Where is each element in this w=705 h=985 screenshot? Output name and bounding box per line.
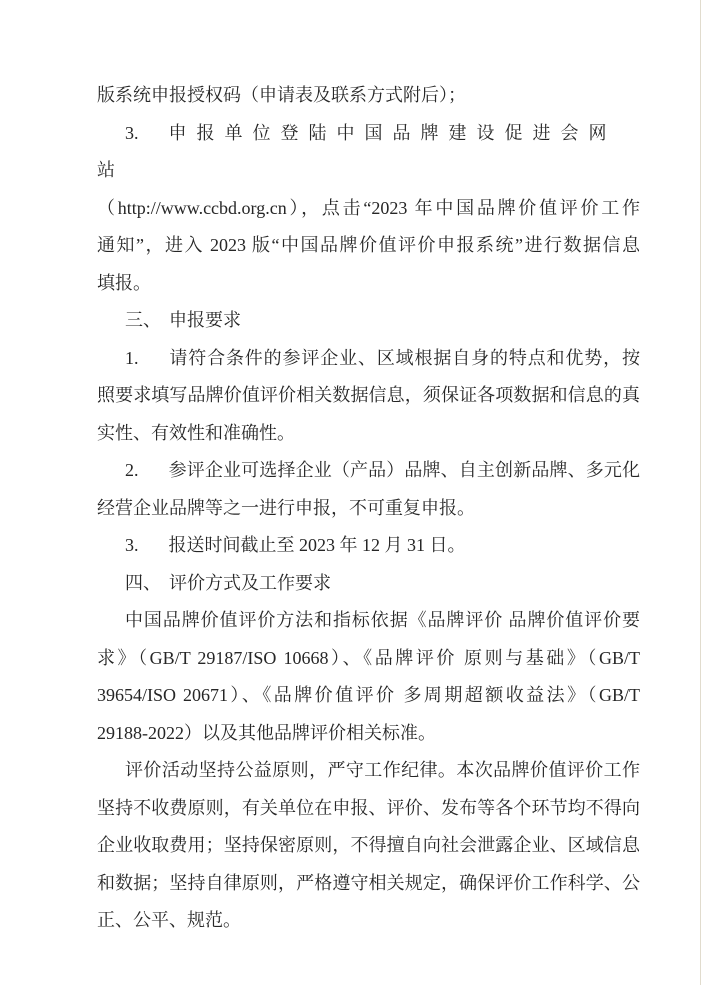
doc-line-text: 企业收取费用；坚持保密原则，不得擅自向社会泄露企业、区域信息 xyxy=(97,835,640,855)
section-number: 四、 xyxy=(125,572,161,593)
section-heading-text: 评价方式及工作要求 xyxy=(169,572,331,593)
deadline-text: 报送时间截止至 2023 年 12 月 31 日。 xyxy=(168,535,466,555)
section-number: 三、 xyxy=(125,310,161,330)
doc-line xyxy=(97,265,640,303)
doc-line-text: 39654/ISO 20671）、《品牌价值评价 多周期超额收益法》（GB/T xyxy=(97,685,640,705)
doc-line xyxy=(97,490,640,528)
doc-line xyxy=(97,790,640,828)
doc-line xyxy=(97,415,640,453)
section-heading-text: 申报要求 xyxy=(169,310,241,330)
doc-line-standard-gbt29188 xyxy=(97,715,640,753)
doc-line-text: 请符合条件的参评企业、区域根据自身的特点和优势，按 xyxy=(168,347,640,368)
doc-line-text: 版系统申报授权码（申请表及联系方式附后）； xyxy=(97,85,466,105)
list-number: 2. xyxy=(125,460,139,480)
doc-line xyxy=(97,227,640,265)
doc-line-text: 照要求填写品牌价值评价相关数据信息，须保证各项数据和信息的真 xyxy=(97,385,640,405)
doc-line xyxy=(97,902,640,940)
list-number: 3. xyxy=(125,535,139,555)
doc-line xyxy=(97,602,640,640)
doc-line-website-url xyxy=(97,190,640,228)
section-heading-3 xyxy=(97,302,640,340)
doc-line xyxy=(97,752,640,790)
section-heading-4 xyxy=(97,565,640,603)
doc-line-standard-gbt39654 xyxy=(97,677,640,715)
list-item-requirement-1 xyxy=(97,340,640,378)
doc-line-text: 坚持不收费原则，有关单位在申报、评价、发布等各个环节均不得向 xyxy=(97,797,640,818)
doc-line-text: 求》（GB/T 29187/ISO 10668）、《品牌评价 原则与基础》（GB/T xyxy=(97,647,640,668)
doc-line-text: 填报。 xyxy=(97,272,151,293)
list-item-deadline xyxy=(97,527,640,565)
doc-line-text: 和数据；坚持自律原则，严格遵守相关规定，确保评价工作科学、公 xyxy=(97,872,640,893)
document-body xyxy=(97,77,640,940)
doc-line-text: 中国品牌价值评价方法和指标依据《品牌评价 品牌价值评价要 xyxy=(125,610,640,630)
doc-line-standard-gbt29187 xyxy=(97,640,640,678)
list-number: 1. xyxy=(125,347,139,368)
website-url-text: （http://www.ccbd.org.cn），点击“2023 年中国品牌价值评价工作 xyxy=(97,197,640,218)
doc-line xyxy=(97,827,640,865)
doc-line-text: 经营企业品牌等之一进行申报，不可重复申报。 xyxy=(97,497,475,518)
list-number: 3. xyxy=(125,122,139,143)
doc-line xyxy=(97,865,640,903)
doc-line xyxy=(97,377,640,415)
scan-edge-artifact xyxy=(700,0,701,985)
doc-line xyxy=(97,77,640,115)
doc-line-text: 评价活动坚持公益原则，严守工作纪律。本次品牌价值评价工作 xyxy=(125,760,640,780)
doc-line-text: 参评企业可选择企业（产品）品牌、自主创新品牌、多元化 xyxy=(168,460,640,480)
doc-line-text: 正、公平、规范。 xyxy=(97,910,241,930)
doc-line-text: 实性、有效性和准确性。 xyxy=(97,422,295,443)
doc-line-text: 通知”，进入 2023 版“中国品牌价值评价申报系统”进行数据信息 xyxy=(97,235,640,255)
list-item-requirement-2 xyxy=(97,452,640,490)
list-item-declare-website xyxy=(97,115,640,190)
doc-line-text: 申报单位登陆中国品牌建设促进会网站 xyxy=(97,122,617,180)
doc-line-text: 29188-2022）以及其他品牌评价相关标准。 xyxy=(97,722,436,743)
